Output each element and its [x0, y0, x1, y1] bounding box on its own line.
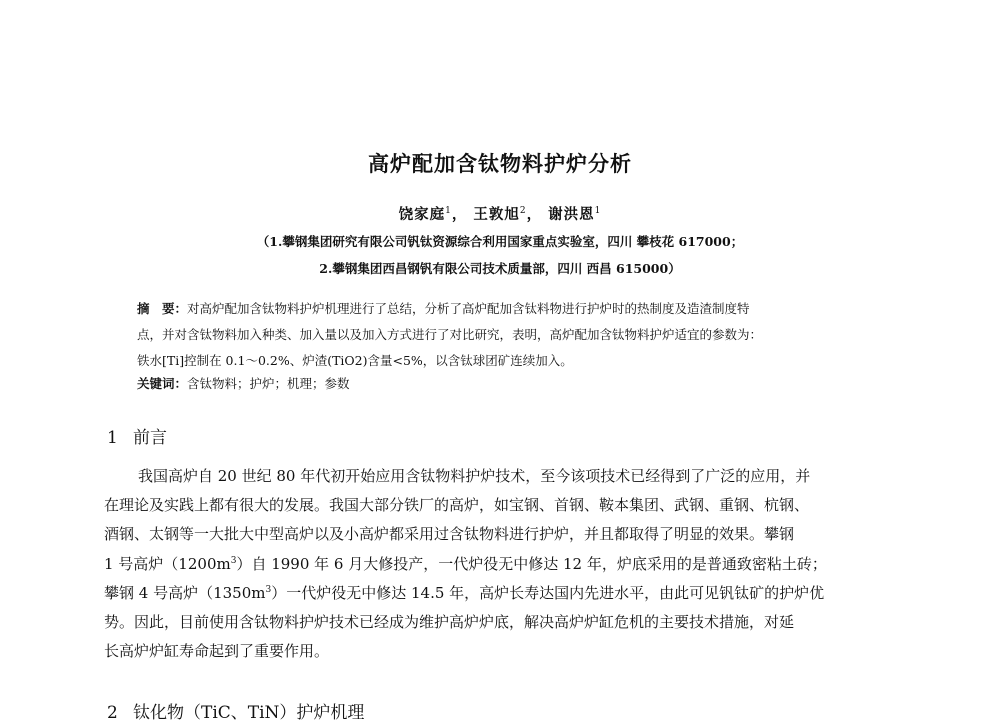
superscript: 3: [265, 584, 272, 595]
affiliation-line-2: 2.攀钢集团西昌钢钒有限公司技术质量部，四川 西昌 615000）: [319, 261, 681, 276]
abstract-line: 铁水[Ti]控制在 0.1～0.2%、炉渣(TiO2)含量<5%，以含钛球团矿连续加入。: [137, 353, 573, 368]
paper-title: 高炉配加含钛物料护炉分析: [368, 152, 632, 176]
author-affiliation-mark: 1: [594, 206, 602, 217]
author-separator: ，: [526, 206, 543, 223]
keywords-label: 关键词：: [137, 376, 188, 391]
section-title: 前言: [133, 428, 167, 448]
section-title: 钛化物（TiC、TiN）护炉机理: [133, 703, 365, 723]
author-separator: ，: [451, 206, 468, 223]
section-number: 1: [107, 428, 118, 448]
author-affiliation-mark: 1: [445, 206, 452, 217]
abstract-text: 对高炉配加含钛物料护炉机理进行了总结，分析了高炉配加含钛料物进行护炉时的热制度及造渣制度特: [187, 301, 750, 316]
body-line: 在理论及实践上都有很大的发展。我国大部分铁厂的高炉，如宝钢、首钢、鞍本集团、武钢、重钢、杭钢、: [104, 496, 810, 515]
body-line: 势。因此，目前使用含钛物料护炉技术已经成为维护高炉炉底，解决高炉炉缸危机的主要技术措施，对延: [104, 612, 795, 631]
body-line: 长高炉炉缸寿命起到了重要作用。: [104, 642, 330, 661]
abstract-label: 摘 要：: [137, 301, 188, 316]
body-line: 我国高炉自 20 世纪 80 年代初开始应用含钛物料护炉技术，至今该项技术已经得到了广泛的应用，并: [138, 467, 811, 485]
body-text: 1 号高炉（1200m: [104, 554, 231, 573]
abstract: [137, 296, 897, 374]
keywords: [137, 374, 350, 392]
author-affiliation-mark: 2: [519, 206, 527, 217]
abstract-line: 点，并对含钛物料加入种类、加入量以及加入方式进行了对比研究，表明，高炉配加含钛物料护炉适宜的参数为：: [137, 327, 763, 342]
section-heading-2: [107, 698, 364, 723]
author-line: [0, 203, 1000, 224]
author-name: 王敦旭: [473, 206, 520, 223]
body-text: ）一代炉役无中修达 14.5 年，高炉长寿达国内先进水平，由此可见钒钛矿的护炉优: [271, 583, 825, 602]
affiliation-line-1: （1.攀钢集团研究有限公司钒钛资源综合利用国家重点实验室，四川 攀枝花 617000；: [256, 234, 744, 249]
keywords-text: 含钛物料；护炉；机理；参数: [187, 376, 350, 391]
body-line: 酒钢、太钢等一大批大中型高炉以及小高炉都采用过含钛物料进行护炉，并且都取得了明显的效果。攀钢: [104, 525, 795, 544]
section-number: 2: [107, 703, 118, 723]
author-name: 饶家庭: [398, 206, 446, 223]
body-text: 攀钢 4 号高炉（1350m: [104, 583, 266, 602]
body-line: [104, 550, 914, 579]
author-name: 谢洪恩: [548, 206, 595, 223]
body-text: ）自 1990 年 6 月大修投产，一代炉役无中修达 12 年，炉底采用的是普通致密粘土砖；: [236, 554, 827, 573]
abstract-line: [137, 296, 897, 322]
body-paragraph: [104, 462, 914, 666]
superscript: 3: [230, 555, 237, 566]
body-line: [104, 579, 914, 608]
section-heading-1: [107, 423, 167, 448]
